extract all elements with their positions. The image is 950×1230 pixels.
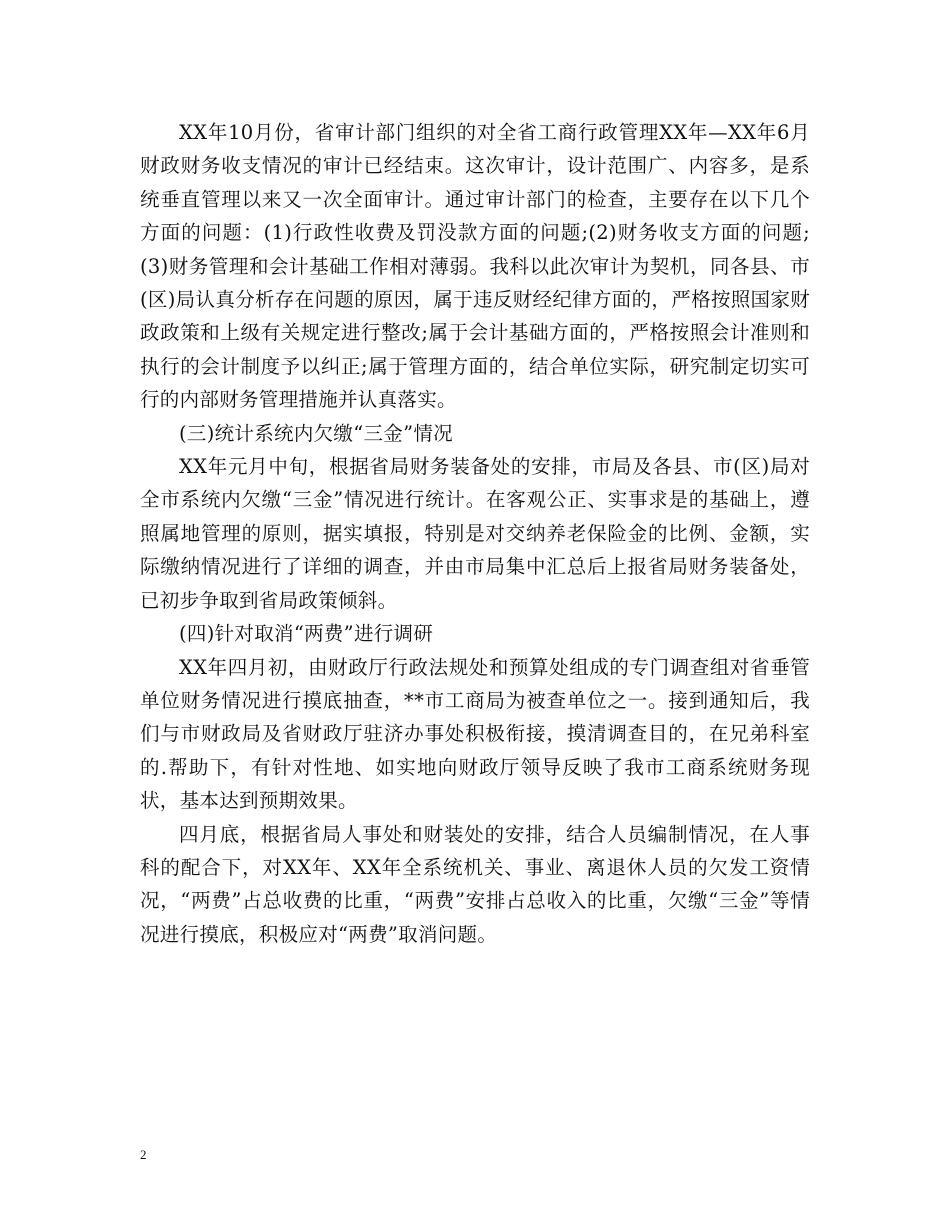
paragraph-finance-investigation: XX年四月初，由财政厅行政法规处和预算处组成的专门调查组对省垂管单位财务情况进行摸底抽查，**市工商局为被查单位之一。接到通知后，我们与市财政局及省财政厅驻济办事处积极衔接，摸清调查目的，在兄弟科室的.帮助下，有针对性地、如实地向财政厅领导反映了我市工商系统财务现状，基本达到预期效果。 <box>140 655 810 813</box>
section-heading-two-fees: (四)针对取消“两费”进行调研 <box>179 622 434 646</box>
page-number: 2 <box>140 1147 147 1162</box>
document-body <box>140 116 810 951</box>
paragraph-three-funds: XX年元月中旬，根据省局财务装备处的安排，市局及各县、市(区)局对全市系统内欠缴“三金”情况进行统计。在客观公正、实事求是的基础上，遵照属地管理的原则，据实填报，特别是对交纳养老保险金的比例、金额，实际缴纳情况进行了详细的调查，并由市局集中汇总后上报省局财务装备处，已初步争取到省局政策倾斜。 <box>140 455 810 612</box>
paragraph-audit: XX年10月份，省审计部门组织的对全省工商行政管理XX年—XX年6月财政财务收支情况的审计已经结束。这次审计，设计范围广、内容多，是系统垂直管理以来又一次全面审计。通过审计部门的检查，主要存在以下几个方面的问题：(1)行政性收费及罚没款方面的问题;(2)财务收支方面的问题;(3)财务管理和会计基础工作相对薄弱。我科以此次审计为契机，同各县、市(区)局认真分析存在问题的原因，属于违反财经纪律方面的，严格按照国家财政政策和上级有关规定进行整改;属于会计基础方面的，严格按照会计准则和执行的会计制度予以纠正;属于管理方面的，结合单位实际，研究制定切实可行的内部财务管理措施并认真落实。 <box>140 121 810 412</box>
section-heading-three-funds: (三)统计系统内欠缴“三金”情况 <box>179 421 453 445</box>
paragraph-two-fees-survey: 四月底，根据省局人事处和财装处的安排，结合人员编制情况，在人事科的配合下，对XX年、XX年全系统机关、事业、离退休人员的欠发工资情况，“两费”占总收费的比重，“两费”安排占总收入的比重，欠缴“三金”等情况进行摸底，积极应对“两费”取消问题。 <box>140 822 810 946</box>
